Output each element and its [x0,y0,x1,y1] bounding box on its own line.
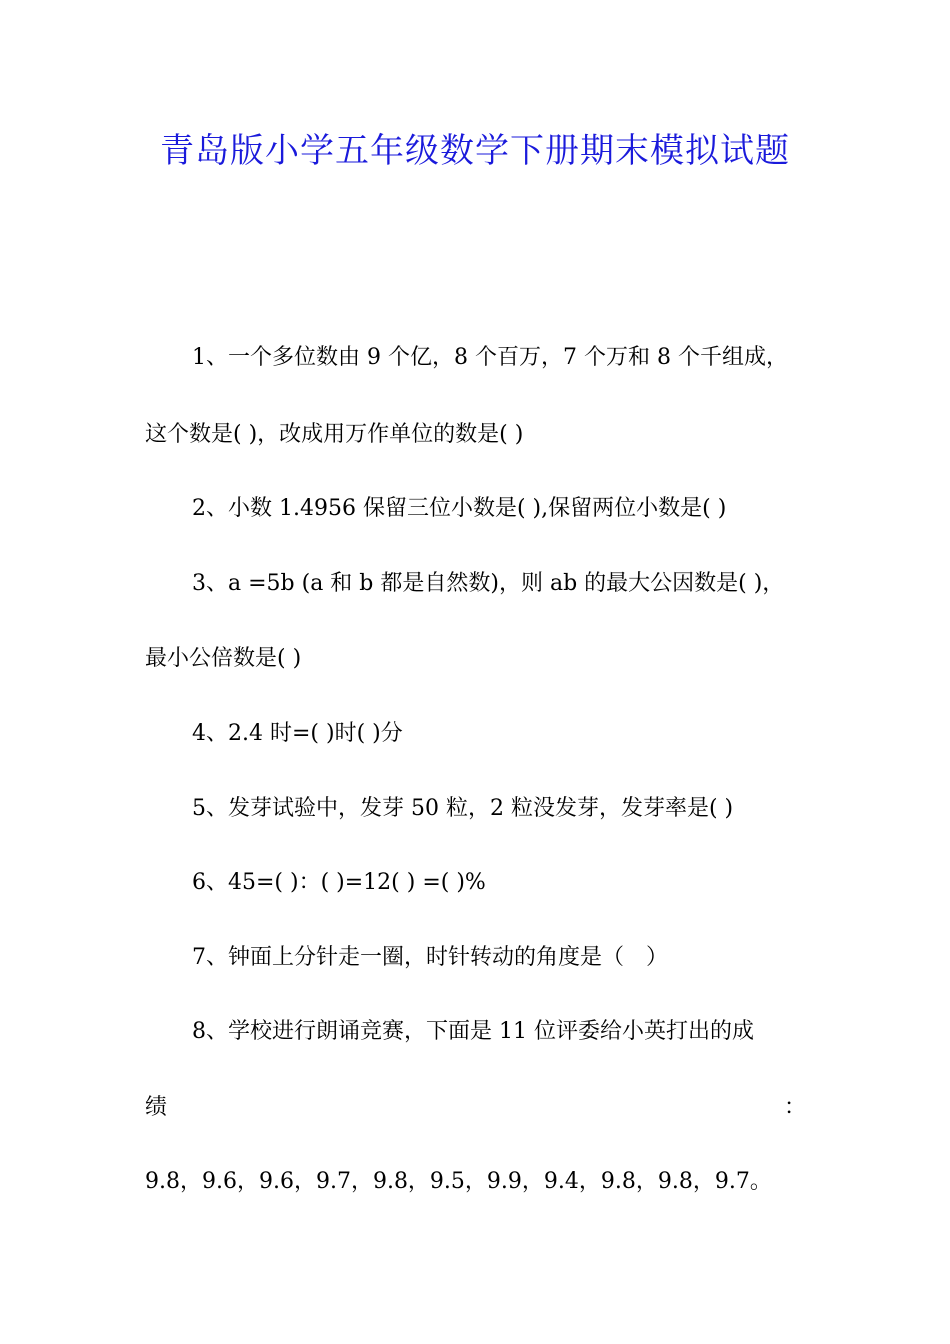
question-4: 4、2.4 时=( )时( )分 [192,721,403,746]
document-title: 青岛版小学五年级数学下册期末模拟试题 [160,131,790,171]
question-1-line-2: 这个数是( )，改成用万作单位的数是( ) [145,422,524,447]
question-6: 6、45=( )：( )=12( ) =( )% [192,870,486,895]
question-8-line-2: 绩 [145,1095,168,1120]
question-2: 2、小数 1.4956 保留三位小数是( ),保留两位小数是( ) [192,496,727,521]
question-3-line-2: 最小公倍数是( ) [145,646,302,671]
question-1-line-1: 1、一个多位数由 9 个亿，8 个百万，7 个万和 8 个千组成， [192,345,788,370]
question-3-line-1: 3、a =5b (a 和 b 都是自然数)，则 ab 的最大公因数是( )， [192,571,785,596]
question-8-line-1: 8、学校进行朗诵竞赛，下面是 11 位评委给小英打出的成 [192,1019,754,1044]
question-8-colon: ： [784,1095,807,1120]
question-5: 5、发芽试验中，发芽 50 粒，2 粒没发芽，发芽率是( ) [192,796,734,821]
question-8-scores: 9.8，9.6，9.6，9.7，9.8，9.5，9.9，9.4，9.8，9.8，9.7。 [145,1169,772,1194]
question-7: 7、钟面上分针走一圈，时针转动的角度是（ ） [192,945,668,970]
